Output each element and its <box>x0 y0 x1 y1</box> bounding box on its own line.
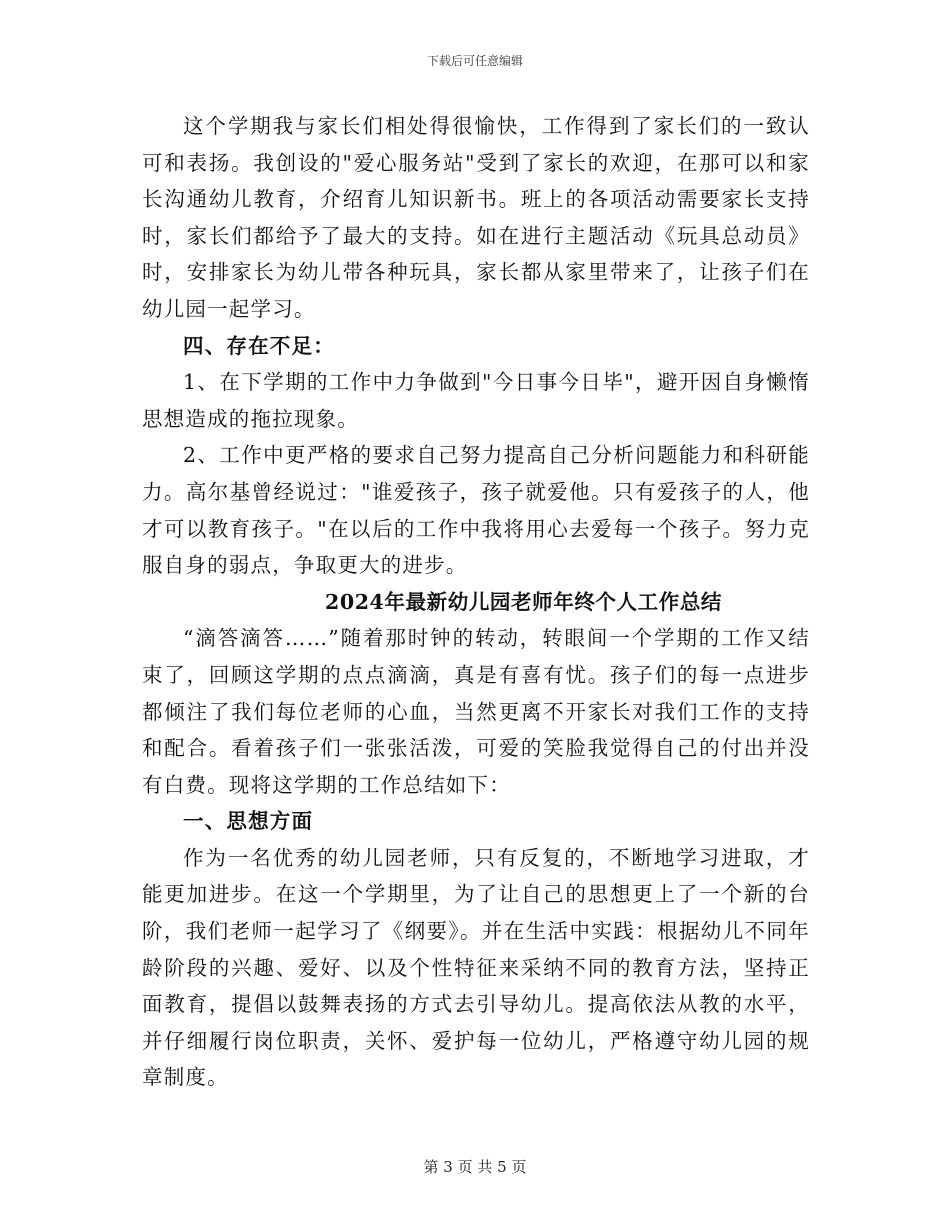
paragraph-parent-cooperation: 这个学期我与家长们相处得很愉快，工作得到了家长们的一致认可和表扬。我创设的"爱心服务站"受到了家长的欢迎，在那可以和家长沟通幼儿教育，介绍育儿知识新书。班上的各项活动需要家长支持时，家长们都给予了最大的支持。如在进行主题活动《玩具总动员》时，安排家长为幼儿带各种玩具，家长都从家里带来了，让孩子们在幼儿园一起学习。 <box>142 114 810 321</box>
document-body <box>142 108 810 1096</box>
page-number-footer: 第 3 页 共 5 页 <box>423 1158 527 1176</box>
page-header-note: 下载后可任意编辑 <box>426 54 523 68</box>
section-heading-ideology: 一、思想方面 <box>183 809 314 834</box>
paragraph-ideology: 作为一名优秀的幼儿园老师，只有反复的，不断地学习进取，才能更加进步。在这一个学期里，为了让自己的思想更上了一个新的台阶，我们老师一起学习了《纲要》。并在生活中实践：根据幼儿不同年龄阶段的兴趣、爱好、以及个性特征来采纳不同的教育方法，坚持正面教育，提倡以鼓舞表扬的方式去引导幼儿。提高依法从教的水平，并仔细履行岗位职责，关怀、爱护每一位幼儿，严格遵守幼儿园的规章制度。 <box>142 845 810 1090</box>
document-title: 2024年最新幼儿园老师年终个人工作总结 <box>324 589 723 614</box>
paragraph-shortcoming-1: 1、在下学期的工作中力争做到"今日事今日毕"，避开因自身懒惰思想造成的拖拉现象。 <box>142 370 810 431</box>
section-heading-shortcomings: 四、存在不足： <box>183 333 335 358</box>
paragraph-shortcoming-2: 2、工作中更严格的要求自己努力提高自己分析问题能力和科研能力。高尔基曾经说过："谁爱孩子，孩子就爱他。只有爱孩子的人，他才可以教育孩子。"在以后的工作中我将用心去爱每一个孩子。努力克服自身的弱点，争取更大的进步。 <box>142 443 810 578</box>
paragraph-introduction: “滴答滴答……”随着那时钟的转动，转眼间一个学期的工作又结束了，回顾这学期的点点滴滴，真是有喜有忧。孩子们的每一点进步都倾注了我们每位老师的心血，当然更离不开家长对我们工作的支持和配合。看着孩子们一张张活泼，可爱的笑脸我觉得自己的付出并没有白费。现将这学期的工作总结如下： <box>142 626 810 797</box>
